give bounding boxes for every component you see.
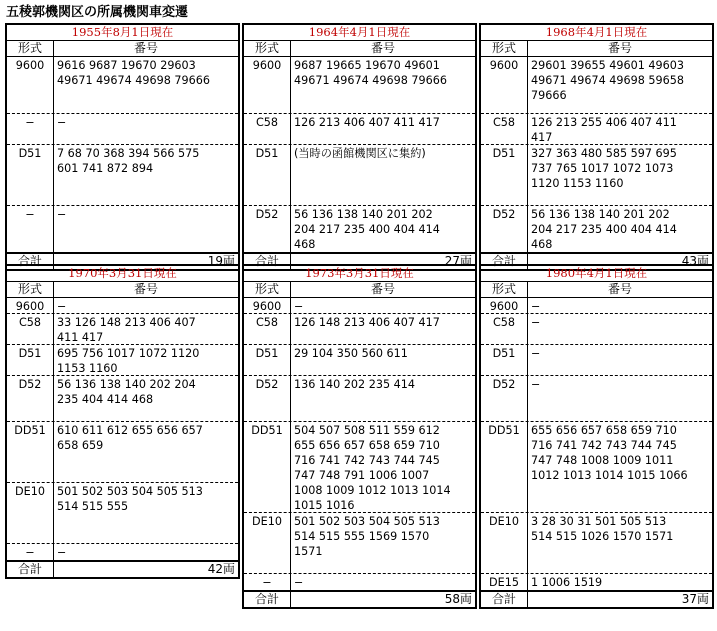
locomotive-numbers: − <box>57 116 67 129</box>
table-row <box>7 314 238 345</box>
panel-body <box>244 298 475 590</box>
locomotive-numbers: 501 502 503 504 505 513 514 515 555 <box>57 485 203 513</box>
column-header <box>244 41 475 57</box>
table-row <box>7 483 238 544</box>
table-row <box>7 114 238 145</box>
locomotive-model: 9600 <box>7 298 54 313</box>
table-row <box>244 376 475 422</box>
locomotive-numbers: − <box>57 546 67 559</box>
locomotive-model: 9600 <box>7 57 54 113</box>
panel-date: 1964年4月1日現在 <box>244 25 475 41</box>
locomotive-model: − <box>7 206 54 252</box>
locomotive-numbers: 56 136 138 140 201 202 204 217 235 400 404 414 468 <box>531 208 677 251</box>
column-header <box>7 282 238 298</box>
model-column-label: 形式 <box>7 41 54 56</box>
table-row <box>7 544 238 560</box>
locomotive-model: D51 <box>481 145 528 205</box>
table-row <box>481 114 712 145</box>
locomotive-numbers: − <box>531 300 541 313</box>
locomotive-model: − <box>7 114 54 144</box>
locomotive-numbers: 327 363 480 585 597 695 737 765 1017 1072 1073 1120 1153 1160 <box>531 147 677 190</box>
total-label: 合計 <box>481 254 528 269</box>
table-row <box>481 298 712 314</box>
total-label: 合計 <box>244 592 291 607</box>
table-row <box>481 345 712 376</box>
column-header <box>481 282 712 298</box>
table-row <box>7 145 238 206</box>
table-row <box>481 574 712 590</box>
locomotive-model: D52 <box>481 206 528 252</box>
roster-panel <box>242 23 477 271</box>
table-row <box>7 422 238 483</box>
total-row <box>7 560 238 577</box>
table-row <box>244 145 475 206</box>
table-row <box>481 145 712 206</box>
locomotive-model: D52 <box>244 376 291 421</box>
numbers-column-label: 番号 <box>607 41 632 55</box>
panel-date: 1970年3月31日現在 <box>7 266 238 282</box>
column-header <box>481 41 712 57</box>
locomotive-numbers: 9616 9687 19670 29603 49671 49674 49698 79666 <box>57 59 211 87</box>
panel-body <box>244 57 475 252</box>
locomotive-model: D52 <box>244 206 291 252</box>
table-row <box>244 298 475 314</box>
roster-panel <box>242 264 477 609</box>
locomotive-model: D51 <box>481 345 528 375</box>
locomotive-numbers: 9687 19665 19670 49601 49671 49674 49698 79666 <box>294 59 448 87</box>
total-label: 合計 <box>244 254 291 269</box>
locomotive-model: DD51 <box>244 422 291 512</box>
numbers-column-label: 番号 <box>133 41 158 55</box>
roster-panel <box>479 264 714 609</box>
total-row <box>481 590 712 607</box>
locomotive-numbers: 610 611 612 655 656 657 658 659 <box>57 424 203 452</box>
locomotive-numbers: 126 148 213 406 407 417 <box>294 316 440 329</box>
table-row <box>7 345 238 376</box>
table-row <box>244 574 475 590</box>
table-row <box>481 422 712 513</box>
locomotive-model: C58 <box>244 314 291 344</box>
table-row <box>7 376 238 422</box>
locomotive-model: C58 <box>244 114 291 144</box>
locomotive-model: D52 <box>481 376 528 421</box>
table-row <box>481 314 712 345</box>
table-row <box>481 57 712 114</box>
table-row <box>244 57 475 114</box>
locomotive-numbers: 126 213 255 406 407 411 417 <box>531 116 677 144</box>
locomotive-numbers: 1 1006 1519 <box>531 576 603 589</box>
model-column-label: 形式 <box>244 41 291 56</box>
locomotive-model: D51 <box>7 145 54 205</box>
total-count: 42両 <box>207 562 235 576</box>
panel-date: 1968年4月1日現在 <box>481 25 712 41</box>
table-row <box>7 206 238 252</box>
numbers-column-label: 番号 <box>133 282 158 296</box>
model-column-label: 形式 <box>481 282 528 297</box>
locomotive-model: D51 <box>7 345 54 375</box>
table-row <box>244 422 475 513</box>
locomotive-model: DE10 <box>481 513 528 573</box>
total-label: 合計 <box>7 254 54 269</box>
table-row <box>7 298 238 314</box>
total-count: 58両 <box>444 592 472 606</box>
locomotive-numbers: 7 68 70 368 394 566 575 601 741 872 894 <box>57 147 200 175</box>
total-row <box>244 590 475 607</box>
model-column-label: 形式 <box>7 282 54 297</box>
panel-body <box>7 298 238 560</box>
table-row <box>481 206 712 252</box>
panel-date: 1955年8月1日現在 <box>7 25 238 41</box>
total-count: 37両 <box>681 592 709 606</box>
table-row <box>244 114 475 145</box>
locomotive-numbers: 56 136 138 140 201 202 204 217 235 400 404 414 468 <box>294 208 440 251</box>
locomotive-model: D51 <box>244 345 291 375</box>
locomotive-model: 9600 <box>244 57 291 113</box>
total-label: 合計 <box>481 592 528 607</box>
locomotive-numbers: 56 136 138 140 202 204 235 404 414 468 <box>57 378 196 406</box>
locomotive-numbers: − <box>57 300 67 313</box>
table-row <box>244 206 475 252</box>
locomotive-numbers: 695 756 1017 1072 1120 1153 1160 <box>57 347 200 375</box>
panel-body <box>481 57 712 252</box>
table-row <box>481 376 712 422</box>
panel-date: 1980年4月1日現在 <box>481 266 712 282</box>
numbers-column-label: 番号 <box>370 41 395 55</box>
locomotive-numbers: 501 502 503 504 505 513 514 515 555 1569 1570 1571 <box>294 515 440 558</box>
locomotive-model: − <box>7 544 54 560</box>
locomotive-numbers: (当時の函館機関区に集約) <box>294 147 426 160</box>
locomotive-model: DD51 <box>481 422 528 512</box>
locomotive-numbers: 126 213 406 407 411 417 <box>294 116 440 129</box>
locomotive-numbers: 504 507 508 511 559 612 655 656 657 658 659 710 716 741 742 743 744 745 747 748 791 1006 1007 1008 1009 1012 1013 1014 1015 1016 <box>294 424 451 512</box>
locomotive-numbers: − <box>531 378 541 391</box>
numbers-column-label: 番号 <box>607 282 632 296</box>
locomotive-numbers: − <box>531 316 541 329</box>
panel-body <box>481 298 712 590</box>
locomotive-model: DE10 <box>7 483 54 543</box>
locomotive-model: 9600 <box>244 298 291 313</box>
locomotive-model: DD51 <box>7 422 54 482</box>
roster-panel <box>5 264 240 579</box>
total-count: 27両 <box>444 254 472 268</box>
locomotive-model: 9600 <box>481 57 528 113</box>
table-row <box>7 57 238 114</box>
total-label: 合計 <box>7 562 54 577</box>
roster-panel <box>479 23 714 271</box>
locomotive-numbers: 33 126 148 213 406 407 411 417 <box>57 316 196 344</box>
panel-date: 1973年3月31日現在 <box>244 266 475 282</box>
locomotive-model: DE10 <box>244 513 291 573</box>
locomotive-model: − <box>244 574 291 590</box>
locomotive-model: C58 <box>481 314 528 344</box>
locomotive-model: 9600 <box>481 298 528 313</box>
locomotive-numbers: − <box>294 576 304 589</box>
locomotive-numbers: 29601 39655 49601 49603 49671 49674 49698 59658 79666 <box>531 59 685 102</box>
locomotive-model: C58 <box>7 314 54 344</box>
locomotive-model: C58 <box>481 114 528 144</box>
model-column-label: 形式 <box>481 41 528 56</box>
table-row <box>244 513 475 574</box>
locomotive-numbers: 3 28 30 31 501 505 513 514 515 1026 1570 1571 <box>531 515 674 543</box>
total-count: 19両 <box>207 254 235 268</box>
locomotive-numbers: 655 656 657 658 659 710 716 741 742 743 744 745 747 748 1008 1009 1011 1012 1013 1014 1015 1066 <box>531 424 688 482</box>
table-row <box>244 345 475 376</box>
column-header <box>7 41 238 57</box>
panel-body <box>7 57 238 252</box>
locomotive-numbers: − <box>57 208 67 221</box>
roster-panel <box>5 23 240 271</box>
table-row <box>481 513 712 574</box>
locomotive-numbers: 136 140 202 235 414 <box>294 378 415 391</box>
locomotive-model: DE15 <box>481 574 528 590</box>
locomotive-numbers: 29 104 350 560 611 <box>294 347 408 360</box>
column-header <box>244 282 475 298</box>
model-column-label: 形式 <box>244 282 291 297</box>
locomotive-numbers: − <box>294 300 304 313</box>
total-count: 43両 <box>681 254 709 268</box>
table-row <box>244 314 475 345</box>
page-title: 五稜郭機関区の所属機関車変遷 <box>6 5 189 20</box>
locomotive-numbers: − <box>531 347 541 360</box>
numbers-column-label: 番号 <box>370 282 395 296</box>
locomotive-model: D52 <box>7 376 54 421</box>
locomotive-model: D51 <box>244 145 291 205</box>
